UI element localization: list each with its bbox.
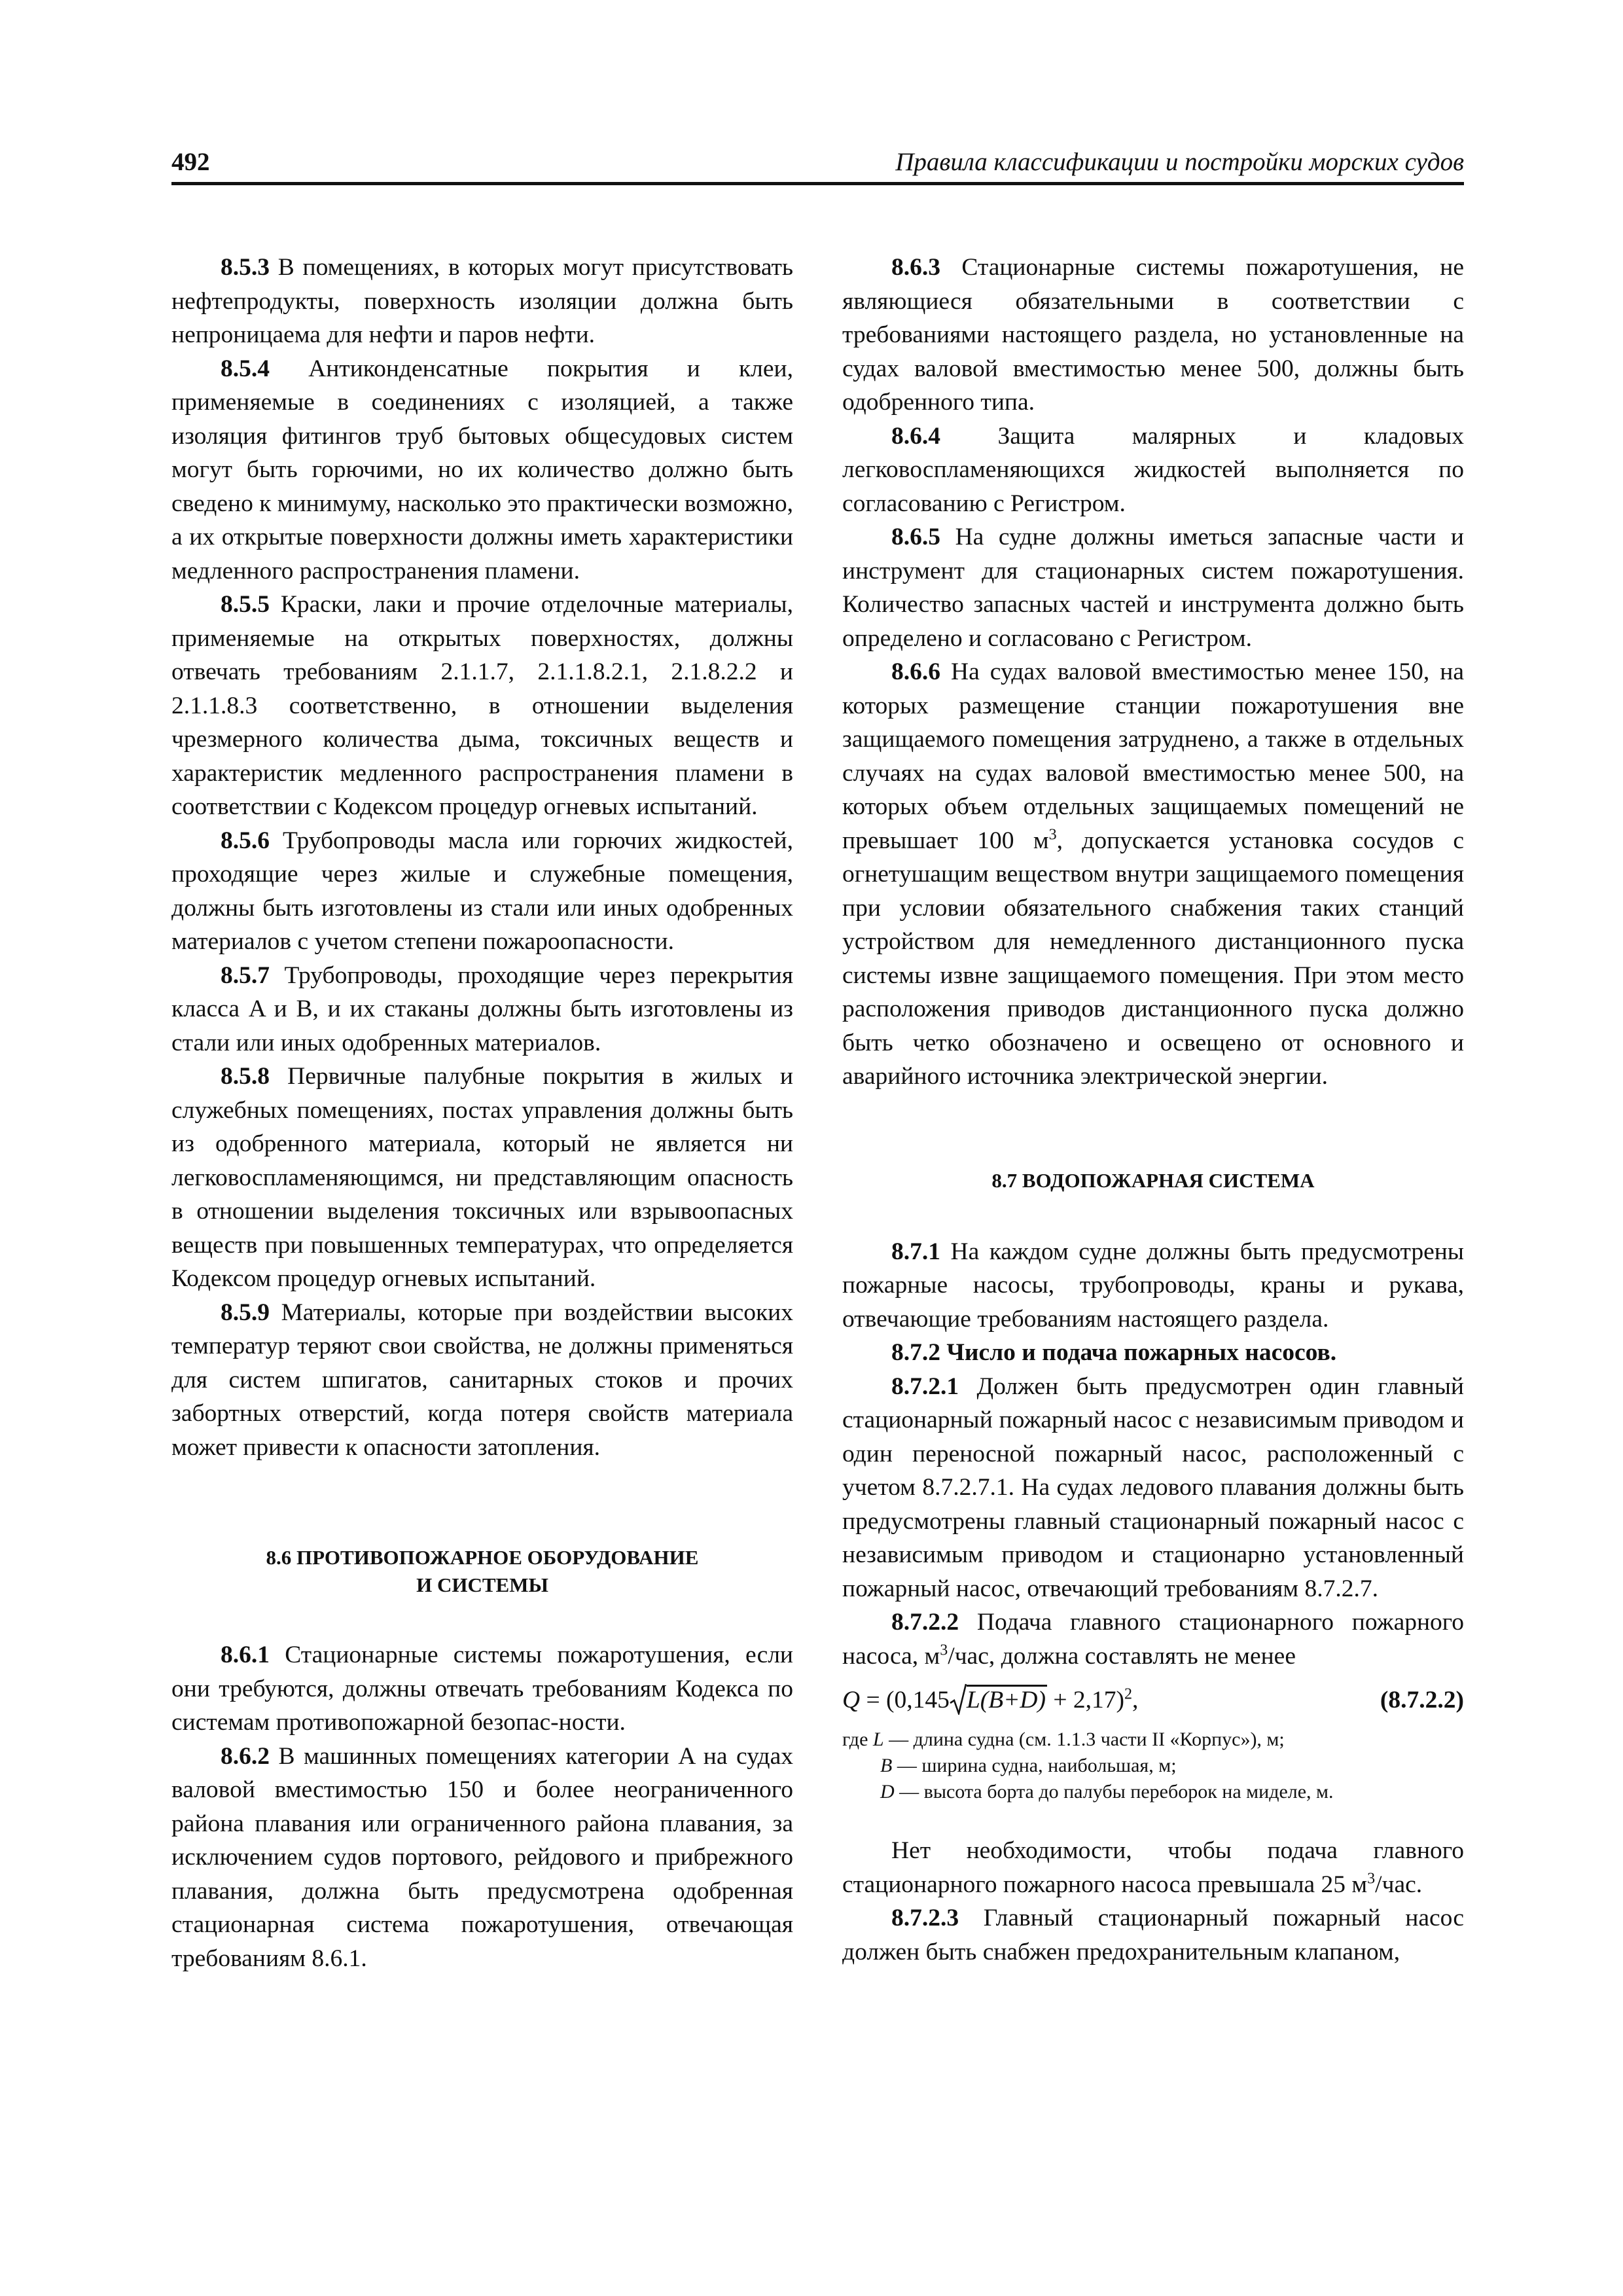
paragraph-text: /час. bbox=[1375, 1871, 1423, 1898]
formula-expression bbox=[842, 1682, 1138, 1719]
paragraph-text: /час, должна составлять не менее bbox=[948, 1642, 1296, 1670]
formula-number: (8.7.2.2) bbox=[1380, 1687, 1464, 1713]
paragraph-text: Должен быть предусмотрен один главный стационарный пожарный насос с независимым приводом и один переносной пожарный насос, расположенный с учетом 8.7.2.7.1. На судах ледового плавания должны быть предусмотрены главный стационарный пожарный насос с независимым приводом и стационарно установленный пожарный насос, отвечающий требованиям 8.7.2.7. bbox=[842, 1372, 1464, 1602]
clause-number: 8.6.1 bbox=[221, 1641, 270, 1668]
legend-row bbox=[842, 1779, 1464, 1805]
clause-number: 8.7.2.2 bbox=[891, 1609, 959, 1636]
clause-number: 8.7.2 bbox=[891, 1339, 940, 1366]
paragraph-8-6-5 bbox=[842, 520, 1464, 655]
clause-number: 8.7.2.3 bbox=[891, 1905, 959, 1931]
clause-number: 8.5.5 bbox=[221, 591, 270, 618]
clause-number: 8.7.1 bbox=[891, 1238, 940, 1265]
clause-number: 8.5.4 bbox=[221, 355, 270, 382]
paragraph-8-5-9 bbox=[171, 1296, 793, 1465]
paragraph-text: Защита малярных и кладовых легковоспламеняющихся жидкостей выполняется по согласованию с Регистром. bbox=[842, 422, 1464, 517]
paragraph-text: Стационарные системы пожаротушения, если они требуются, должны отвечать требованиям Кодекса по системам противопожарной безопас-ности. bbox=[171, 1641, 793, 1736]
clause-number: 8.6.4 bbox=[891, 422, 940, 450]
legend-symbol: L bbox=[872, 1729, 884, 1750]
section-8-7-heading: 8.7 ВОДОПОЖАРНАЯ СИСТЕМА bbox=[991, 1168, 1315, 1192]
running-title: Правила классификации и постройки морских судов bbox=[895, 148, 1464, 176]
clause-number: 8.7.2.1 bbox=[891, 1372, 959, 1400]
page-number: 492 bbox=[171, 148, 210, 176]
paragraph-text: В помещениях, в которых могут присутствовать нефтепродукты, поверхность изоляции должна быть непроницаема для нефти и паров нефти. bbox=[171, 254, 793, 348]
paragraph-text: На каждом судне должны быть предусмотрены пожарные насосы, трубопроводы, краны и рукава, отвечающие требованиям настоящего раздела. bbox=[842, 1238, 1464, 1333]
square-root bbox=[950, 1682, 1047, 1719]
formula-power: 2 bbox=[1124, 1685, 1132, 1703]
legend-symbol: D bbox=[880, 1781, 895, 1803]
legend-text: — длина судна (см. 1.1.3 части II «Корпус»), м; bbox=[883, 1729, 1285, 1750]
paragraph-no-need bbox=[842, 1834, 1464, 1901]
paragraph-text: Трубопроводы, проходящие через перекрытия класса A и B, и их стаканы должны быть изготовлены из стали или иных одобренных материалов. bbox=[171, 961, 793, 1056]
clause-number: 8.6.6 bbox=[891, 658, 940, 685]
paragraph-8-5-8 bbox=[171, 1060, 793, 1296]
formula-legend bbox=[842, 1727, 1464, 1805]
paragraph-8-5-7 bbox=[171, 959, 793, 1060]
paragraph-8-7-2-1 bbox=[842, 1370, 1464, 1606]
formula-open: = (0,145 bbox=[860, 1687, 950, 1713]
clause-number: 8.6.3 bbox=[891, 254, 940, 281]
superscript: 3 bbox=[1367, 1870, 1376, 1887]
section-8-6-heading bbox=[171, 1544, 793, 1599]
paragraph-8-6-3 bbox=[842, 251, 1464, 420]
clause-number: 8.5.8 bbox=[221, 1063, 270, 1090]
paragraph-8-7-2-2 bbox=[842, 1605, 1464, 1673]
section-title-line: И СИСТЕМЫ bbox=[416, 1573, 548, 1596]
formula-comma: , bbox=[1132, 1687, 1139, 1713]
legend-where: где bbox=[842, 1729, 873, 1750]
paragraph-text: , допускается установка сосудов с огнетушащим веществом внутри защищаемого помещения при условии обязательного снабжения таких станций устройством для немедленного дистанционного пуска системы извне защищаемого помещения. При этом место расположения приводов дистанционного пуска должно быть четко обозначено и освещено от основного и аварийного источника электрической энергии. bbox=[842, 827, 1464, 1090]
paragraph-text: Стационарные системы пожаротушения, не являющиеся обязательными в соответствии с требованиями настоящего раздела, но установленные на судах валовой вместимостью менее 500, должны быть одобренного типа. bbox=[842, 254, 1464, 416]
clause-number: 8.5.3 bbox=[221, 254, 270, 281]
paragraph-8-6-2 bbox=[171, 1740, 793, 1976]
paragraph-8-5-4 bbox=[171, 352, 793, 588]
legend-symbol: B bbox=[880, 1755, 893, 1776]
paragraph-text: Трубопроводы масла или горючих жидкостей, проходящие через жилые и служебные помещения, должны быть изготовлены из стали или иных одобренных материалов с учетом степени пожароопасности. bbox=[171, 827, 793, 955]
paragraph-text: В машинных помещениях категории A на судах валовой вместимостью 150 и более неограниченного района плавания или ограниченного района плавания, за исключением судов портового, рейдового и прибрежного плавания, должна быть предусмотрена одобренная стационарная система пожаротушения, отвечающая требованиям 8.6.1. bbox=[171, 1742, 793, 1972]
left-column bbox=[171, 251, 793, 1975]
clause-number: 8.5.6 bbox=[221, 827, 270, 854]
paragraph-8-6-4 bbox=[842, 420, 1464, 521]
radicand: L(B+D) bbox=[967, 1685, 1047, 1713]
paragraph-text: Краски, лаки и прочие отделочные материалы, применяемые на открытых поверхностях, должны отвечать требованиям 2.1.1.7, 2.1.1.8.2.1, 2.1.8.2.2 и 2.1.1.8.3 соответственно, в отношении выделения чрезмерного количества дыма, токсичных веществ и характеристик медленного распространения пламени в соответствии с Кодексом процедур огневых испытаний. bbox=[171, 591, 793, 820]
paragraph-text: Первичные палубные покрытия в жилых и служебных помещениях, постах управления должны быть из одобренного материала, который не является ни легковоспламеняющимся, ни представляющим опасность в отношении выделения токсичных или взрывоопасных веществ при повышенных температурах, что определяется Кодексом процедур огневых испытаний. bbox=[171, 1063, 793, 1292]
superscript: 3 bbox=[940, 1641, 948, 1659]
paragraph-text: Подача главного стационарного пожарного насоса, м bbox=[842, 1609, 1464, 1670]
legend-row bbox=[842, 1727, 1464, 1753]
paragraph-8-6-6 bbox=[842, 655, 1464, 1094]
paragraph-text: Материалы, которые при воздействии высоких температур теряют свои свойства, не должны применяться для систем шпигатов, санитарных стоков и прочих забортных отверстий, когда потеря свойств материала может привести к опасности затопления. bbox=[171, 1299, 793, 1461]
paragraph-8-5-3 bbox=[171, 251, 793, 352]
paragraph-8-5-6 bbox=[171, 824, 793, 959]
formula-lhs: Q bbox=[842, 1687, 861, 1713]
paragraph-8-7-1 bbox=[842, 1235, 1464, 1336]
clause-number: 8.5.7 bbox=[221, 961, 270, 989]
clause-number: 8.5.9 bbox=[221, 1299, 270, 1326]
paragraph-8-7-2 bbox=[842, 1336, 1464, 1370]
legend-text: — ширина судна, наибольшая, м; bbox=[892, 1755, 1177, 1776]
legend-text: — высота борта до палубы переборок на миделе, м. bbox=[894, 1781, 1334, 1803]
clause-number: 8.6.2 bbox=[221, 1742, 270, 1770]
formula-tail: + 2,17) bbox=[1046, 1687, 1124, 1713]
clause-number: 8.6.5 bbox=[891, 524, 940, 550]
paragraph-text: Нет необходимости, чтобы подача главного стационарного пожарного насоса превышала 25 м bbox=[842, 1837, 1464, 1898]
paragraph-text: На судах валовой вместимостью менее 150, на которых размещение станции пожаротушения вне защищаемого помещения затруднено, а также в отдельных случаях на судах валовой вместимостью менее 500, на которых объем отдельных защищаемых помещений не превышает 100 м bbox=[842, 658, 1464, 854]
paragraph-text: На судне должны иметься запасные части и инструмент для стационарных систем пожаротушения. Количество запасных частей и инструмента должно быть определено и согласовано с Регистром. bbox=[842, 524, 1464, 652]
paragraph-heading: Число и подача пожарных насосов. bbox=[940, 1339, 1337, 1366]
paragraph-text: Главный стационарный пожарный насос должен быть снабжен предохранительным клапаном, bbox=[842, 1905, 1464, 1965]
formula-8-7-2-2 bbox=[842, 1682, 1464, 1719]
right-column bbox=[842, 251, 1464, 1969]
section-title-line: 8.6 ПРОТИВОПОЖАРНОЕ ОБОРУДОВАНИЕ bbox=[266, 1546, 699, 1569]
page-header bbox=[171, 145, 1464, 185]
radical-sign-icon bbox=[950, 1683, 967, 1715]
legend-row bbox=[842, 1753, 1464, 1779]
superscript: 3 bbox=[1048, 826, 1057, 843]
paragraph-8-7-2-3 bbox=[842, 1901, 1464, 1969]
paragraph-text: Антиконденсатные покрытия и клеи, применяемые в соединениях с изоляцией, а также изоляция фитингов труб бытовых общесудовых систем могут быть горючими, но их количество должно быть сведено к минимуму, насколько это практически возможно, а их открытые поверхности должны иметь характеристики медленного распространения пламени. bbox=[171, 355, 794, 584]
paragraph-8-5-5 bbox=[171, 588, 793, 824]
paragraph-8-6-1 bbox=[171, 1638, 793, 1740]
